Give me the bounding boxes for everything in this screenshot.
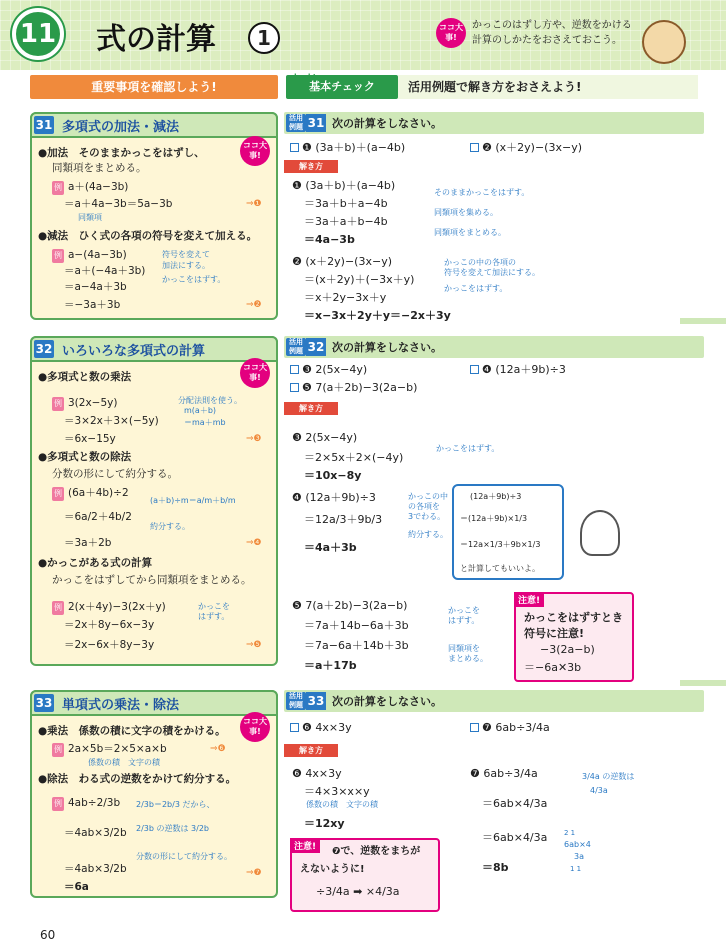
solution-answer: ＝8b	[482, 861, 509, 874]
annotation: 6ab×4	[564, 840, 591, 849]
example-number: 32	[307, 340, 325, 354]
chapter-part-number: 1	[248, 22, 280, 54]
solution-label: 解き方	[284, 402, 338, 415]
confirm-bar: 重要事項を確認しよう!	[30, 75, 278, 99]
alt-method-box	[452, 484, 564, 580]
annotation: ＝ma＋mb	[184, 418, 226, 427]
annotation: 符号を変えて	[162, 250, 210, 259]
alt-line: ＝12a×1/3＋9b×1/3	[460, 540, 541, 549]
annotation: はずす。	[198, 612, 230, 621]
solution-label: 解き方	[284, 160, 338, 173]
alt-line: ＝(12a＋9b)×1/3	[460, 514, 528, 523]
annotation: 同類項	[78, 213, 102, 222]
section-title: 単項式の乗法・除法	[62, 698, 180, 713]
basic-check-bar	[286, 75, 398, 99]
example-line: 例 4ab÷2/3b	[54, 797, 121, 809]
koko-daiji-badge: ココ大事!	[436, 18, 466, 48]
caution-line: えないように!	[300, 864, 365, 875]
wave-divider	[680, 318, 726, 324]
annotation: 同類項をまとめる。	[434, 228, 506, 237]
annotation: 3でわる。	[408, 512, 446, 521]
rule-parentheses: ●かっこがある式の計算	[38, 557, 153, 569]
annotation: かっこを	[448, 606, 480, 615]
solution-line: ＝(x＋2y)＋(−3x＋y)	[304, 273, 415, 286]
caution-box	[514, 592, 634, 682]
annotation: 係数の積 文字の積	[88, 758, 160, 767]
solution-answer: ＝4a＋3b	[304, 541, 357, 554]
solution-answer: ＝4a−3b	[304, 233, 355, 246]
section-33-header	[30, 690, 278, 716]
caution-line: かっこをはずすとき	[524, 611, 623, 624]
squid-mascot-icon	[580, 510, 620, 556]
solution-line: ❷ (x＋2y)−(3x−y)	[292, 255, 392, 268]
section-31-header	[30, 112, 278, 138]
annotation: かっこをはずす。	[436, 444, 500, 453]
solution-label: 解き方	[284, 744, 338, 757]
annotation: 分数の形にして約分する。	[136, 852, 232, 861]
annotation: はずす。	[448, 616, 480, 625]
reference-arrow: ⇒❸	[246, 434, 262, 444]
wave-divider	[680, 680, 726, 686]
annotation: かっこを	[198, 602, 230, 611]
annotation: (a＋b)÷m＝a/m＋b/m	[150, 496, 236, 505]
example-line: ＝4ab×3/2b	[64, 827, 127, 839]
example-instruction: 次の計算をしなさい。	[332, 341, 442, 354]
example-bar: 活用例題で解き方をおさえよう!	[398, 75, 698, 99]
solution-line: ＝12a/3＋9b/3	[304, 513, 383, 526]
rule-multiplication: ●多項式と数の乗法	[38, 371, 132, 383]
solution-line: ＝6ab×4/3a	[482, 797, 548, 810]
reference-arrow: ⇒❶	[246, 199, 262, 209]
annotation: 3a	[574, 852, 584, 861]
caution-label: 注意!	[290, 838, 320, 853]
annotation: かっこの中	[408, 492, 448, 501]
annotation: かっこをはずす。	[444, 284, 508, 293]
solution-line: ＝7a−6a＋14b＋3b	[304, 639, 409, 652]
annotation: かっこをはずす。	[162, 275, 226, 284]
annotation: m(a＋b)	[184, 406, 217, 415]
solution-line: ＝x＋2y−3x＋y	[304, 291, 387, 304]
solution-line: ❸ 2(5x−4y)	[292, 431, 358, 444]
section-number: 31	[35, 118, 53, 132]
rule-division-2: 分数の形にして約分する。	[52, 468, 178, 480]
annotation: 約分する。	[150, 522, 190, 531]
caution-line: −3(2a−b)	[540, 643, 595, 656]
koko-daiji-badge: ココ大事!	[240, 358, 270, 388]
rule-division: ●多項式と数の除法	[38, 451, 132, 463]
reference-arrow: ⇒❻	[210, 744, 226, 754]
caution-line: ÷3/4a ➡ ×4/3a	[316, 885, 400, 898]
solution-line: ＝6ab×4/3a	[482, 831, 548, 844]
question-7: ❼ 6ab÷3/4a	[470, 720, 550, 735]
example-line: ＝−3a＋3b	[64, 299, 121, 311]
annotation: かっこの中の各項の	[444, 258, 516, 267]
example-line: 例 (6a＋4b)÷2	[54, 487, 129, 499]
mascot-icon	[642, 20, 686, 64]
section-title: いろいろな多項式の計算	[62, 344, 206, 359]
example-line: ＝2x−6x＋8y−3y	[64, 639, 155, 651]
solution-line: ＝4×3×x×y	[304, 785, 370, 798]
reference-arrow: ⇒❷	[246, 300, 262, 310]
example-line: 例 3(2x−5y)	[54, 397, 118, 409]
rule-addition-2: 同類項をまとめる。	[52, 162, 147, 174]
example-number: 31	[307, 116, 325, 130]
example-line: ＝a−4a＋3b	[64, 281, 127, 293]
solution-answer: ＝x−3x＋2y＋y＝−2x＋3y	[304, 309, 451, 322]
rule-monomial-div: ●除法 わる式の逆数をかけて約分する。	[38, 773, 237, 785]
header-note: かっこのはずし方や、逆数をかける計算のしかたをおさえておこう。	[472, 20, 632, 46]
solution-answer: ＝10x−8y	[304, 469, 362, 482]
chapter-number-badge: 11	[12, 8, 64, 60]
section-number: 32	[35, 342, 53, 356]
question-2: ❷ (x＋2y)−(3x−y)	[470, 140, 582, 155]
example-line: ＝4ab×3/2b	[64, 863, 127, 875]
solution-line: ＝7a＋14b−6a＋3b	[304, 619, 409, 632]
annotation: 同類項を集める。	[434, 208, 498, 217]
koko-daiji-badge: ココ大事!	[240, 136, 270, 166]
caution-line: ＝−6a✕3b	[524, 661, 582, 674]
annotation: 係数の積 文字の積	[306, 800, 378, 809]
caution-box	[290, 838, 440, 912]
chapter-title: 式の計算	[96, 22, 216, 57]
example-number: 33	[307, 694, 325, 708]
question-3: ❸ 2(5x−4y)	[290, 362, 367, 377]
reference-arrow: ⇒❼	[246, 868, 262, 878]
koko-daiji-badge: ココ大事!	[240, 712, 270, 742]
example-line: ＝6x−15y	[64, 433, 116, 445]
example-line: 例 a＋(4a−3b)	[54, 181, 129, 193]
rule-monomial-mult: ●乗法 係数の積に文字の積をかける。	[38, 725, 226, 737]
question-1: ❶ (3a＋b)＋(a−4b)	[290, 140, 405, 155]
page-number: 60	[40, 928, 56, 942]
check-small-label: check!	[290, 73, 316, 81]
alt-line: と計算してもいいよ。	[460, 564, 540, 573]
annotation: 1 1	[570, 865, 582, 873]
example-label: 活用例題	[286, 114, 306, 132]
example-line: ＝3a＋2b	[64, 537, 112, 549]
section-32-header	[30, 336, 278, 362]
solution-line: ＝2×5x＋2×(−4y)	[304, 451, 404, 464]
annotation: の各項を	[408, 502, 440, 511]
annotation: まとめる。	[448, 654, 488, 663]
reference-arrow: ⇒❺	[246, 640, 262, 650]
example-line: ＝6a/2＋4b/2	[64, 511, 132, 523]
example-answer: ＝6a	[64, 881, 89, 893]
rule-parentheses-2: かっこをはずしてから同類項をまとめる。	[52, 574, 252, 586]
solution-line: ＝3a＋b＋a−4b	[304, 197, 388, 210]
solution-line: ＝3a＋a＋b−4b	[304, 215, 388, 228]
reference-arrow: ⇒❹	[246, 538, 262, 548]
basic-check-label: 基本チェック	[309, 80, 375, 93]
example-33-header	[284, 690, 704, 712]
caution-label: 注意!	[514, 592, 544, 607]
caution-line: ❼で、逆数をまちが	[332, 846, 421, 857]
annotation: 符号を変えて加法にする。	[444, 268, 540, 277]
annotation: 2 1	[564, 829, 576, 837]
example-line: 例 2a×5b＝2×5×a×b	[54, 743, 167, 755]
section-title: 多項式の加法・減法	[62, 120, 180, 135]
solution-line: ❺ 7(a＋2b)−3(2a−b)	[292, 599, 408, 612]
rule-subtraction: ●減法 ひく式の各項の符号を変えて加える。	[38, 230, 258, 242]
alt-line: (12a＋9b)÷3	[470, 492, 522, 501]
example-label: 活用例題	[286, 338, 306, 356]
example-32-header	[284, 336, 704, 358]
example-line: 例 a−(4a−3b)	[54, 249, 127, 261]
example-line: 例 2(x＋4y)−3(2x＋y)	[54, 601, 166, 613]
example-instruction: 次の計算をしなさい。	[332, 695, 442, 708]
example-instruction: 次の計算をしなさい。	[332, 117, 442, 130]
annotation: 分配法則を使う。	[178, 396, 242, 405]
solution-line: ❼ 6ab÷3/4a	[470, 767, 538, 780]
solution-line: ❶ (3a＋b)＋(a−4b)	[292, 179, 396, 192]
solution-line: ❻ 4x×3y	[292, 767, 342, 780]
solution-answer: ＝a＋17b	[304, 659, 357, 672]
question-6: ❻ 4x×3y	[290, 720, 352, 735]
caution-line: 符号に注意!	[524, 627, 585, 640]
annotation: 加法にする。	[162, 261, 210, 270]
annotation: 2/3b＝2b/3 だから、	[136, 800, 215, 809]
example-line: ＝2x＋8y−6x−3y	[64, 619, 155, 631]
annotation: 同類項を	[448, 644, 480, 653]
question-4: ❹ (12a＋9b)÷3	[470, 362, 566, 377]
example-line: ＝3×2x＋3×(−5y)	[64, 415, 159, 427]
annotation: 3/4a の逆数は	[582, 772, 635, 781]
rule-addition: ●加法 そのままかっこをはずし、	[38, 147, 205, 159]
example-line: ＝a＋(−4a＋3b)	[64, 265, 146, 277]
annotation: そのままかっこをはずす。	[434, 188, 530, 197]
example-line: ＝a＋4a−3b＝5a−3b	[64, 198, 173, 210]
annotation: 約分する。	[408, 530, 448, 539]
example-31-header	[284, 112, 704, 134]
question-5: ❺ 7(a＋2b)−3(2a−b)	[290, 380, 417, 395]
annotation: 4/3a	[590, 786, 608, 795]
section-number: 33	[35, 696, 53, 710]
solution-answer: ＝12xy	[304, 817, 345, 830]
solution-line: ❹ (12a＋9b)÷3	[292, 491, 376, 504]
example-label: 活用例題	[286, 692, 306, 710]
annotation: 2/3b の逆数は 3/2b	[136, 824, 209, 833]
